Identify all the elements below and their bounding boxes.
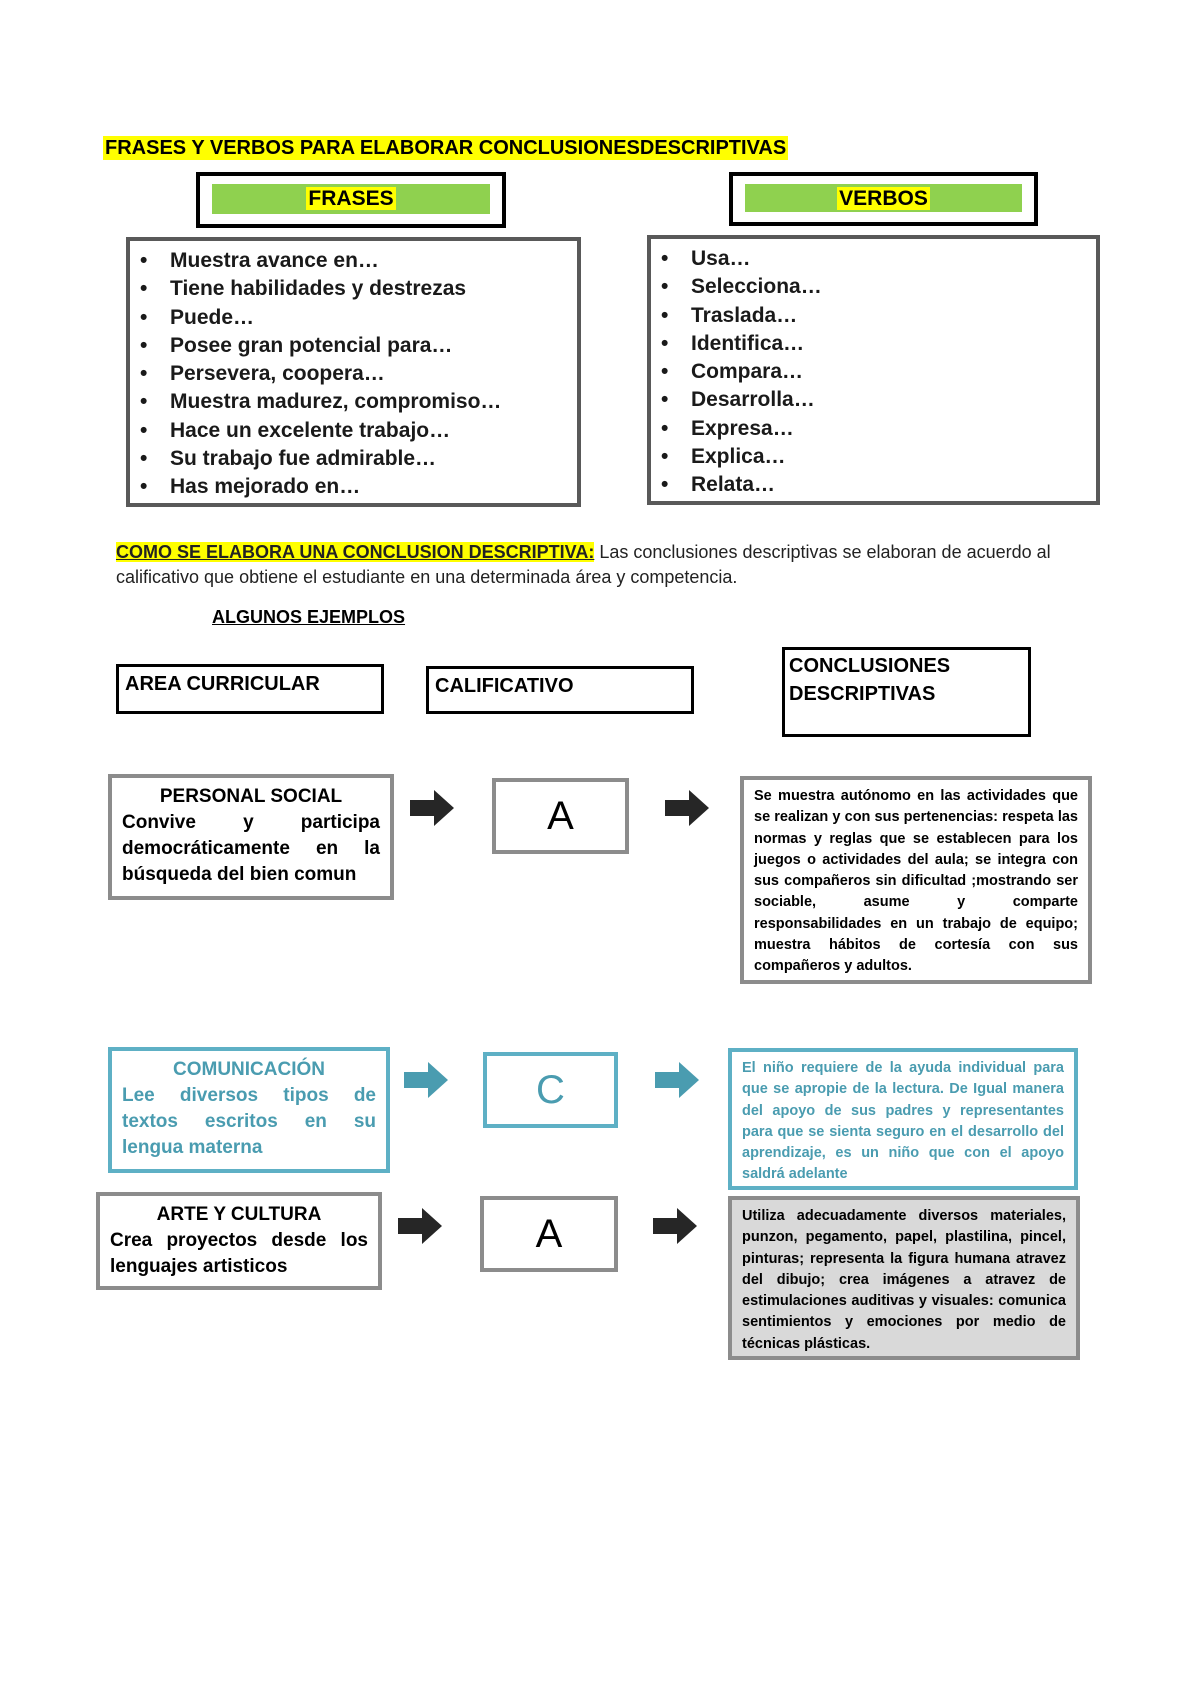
howto-paragraph [116,540,1106,590]
row1-conclusion: Se muestra autónomo en las actividades que se realizan y con sus pertenencias: respeta las normas y reglas que se establecen para los juegos o actividades del aula; se integra con sus compañeros sin dificultad ;mostrando ser sociable, asume y comparte responsabilidades en un trabajo de equipo; muestra hábitos de cortesía con sus compañeros y adultos. [740,776,1092,984]
verbos-item: • Relata… [651,471,1096,499]
row2-area-title: COMUNICACIÓN [173,1059,325,1080]
frases-item: • Posee gran potencial para… [130,332,577,360]
verbos-item: • Explica… [651,443,1096,471]
verbos-list-box [647,235,1100,505]
column-header-conclusion: CONCLUSIONES DESCRIPTIVAS [782,647,1031,737]
row2-grade: C [483,1052,618,1128]
row1-area-box [108,774,394,900]
frases-item: • Persevera, coopera… [130,360,577,388]
frases-list [130,247,577,502]
row3-conclusion: Utiliza adecuadamente diversos materiales, punzon, pegamento, papel, plastilina, pincel, pinturas; representa la figura humana atravez del dibujo; crea imágenes a atravez de estimulaciones auditivas y visuales: comunica sentimientos y emociones por medio de técnicas plásticas. [728,1196,1080,1360]
examples-title: ALGUNOS EJEMPLOS [212,607,406,627]
arrow-right-icon [653,1208,697,1244]
frases-header-bar [212,184,490,214]
frases-header-box [196,172,506,228]
arrow-right-icon [655,1062,699,1098]
verbos-item: • Identifica… [651,330,1096,358]
column-header-grade: CALIFICATIVO [426,666,694,714]
arrow-right-icon [665,790,709,826]
verbos-item: • Traslada… [651,302,1096,330]
frases-item: • Has mejorado en… [130,473,577,501]
frases-item: • Muestra avance en… [130,247,577,275]
verbos-item: • Compara… [651,358,1096,386]
arrow-right-icon [398,1208,442,1244]
row2-area-text: Lee diversos tipos de textos escritos en su lengua materna [122,1085,376,1158]
frases-item: • Puede… [130,304,577,332]
row3-grade: A [480,1196,618,1272]
row3-area-box [96,1192,382,1290]
verbos-header-label: VERBOS [839,187,928,210]
verbos-item: • Expresa… [651,415,1096,443]
row3-area-title: ARTE Y CULTURA [156,1204,322,1225]
row1-grade: A [492,778,629,854]
frases-item: • Su trabajo fue admirable… [130,445,577,473]
verbos-item: • Selecciona… [651,273,1096,301]
howto-label: COMO SE ELABORA UNA CONCLUSION DESCRIPTIVA: [116,542,595,562]
row2-area-box [108,1047,390,1173]
frases-list-box [126,237,581,507]
verbos-header-box [729,172,1038,226]
frases-header-label: FRASES [308,187,394,210]
frases-item: • Hace un excelente trabajo… [130,417,577,445]
row1-area-title: PERSONAL SOCIAL [159,786,343,807]
frases-item: • Muestra madurez, compromiso… [130,388,577,416]
arrow-right-icon [404,1062,448,1098]
frases-item: • Tiene habilidades y destrezas [130,275,577,303]
column-header-area: AREA CURRICULAR [116,664,384,714]
row1-area-text: Convive y participa democráticamente en la búsqueda del bien comun [122,812,380,885]
verbos-item: • Desarrolla… [651,386,1096,414]
verbos-header-bar [745,184,1022,212]
howto-text: Las conclusiones descriptivas se elaboran de acuerdo al calificativo que obtiene el estudiante en una determinada área y competencia. [116,542,1051,587]
verbos-item: • Usa… [651,245,1096,273]
arrow-right-icon [410,790,454,826]
row3-area-text: Crea proyectos desde los lenguajes artisticos [110,1230,368,1277]
row2-conclusion: El niño requiere de la ayuda individual para que se apropie de la lectura. De Igual manera del apoyo de sus padres y representantes para que se sienta seguro en el desarrollo del aprendizaje, es un niño que con el apoyo saldrá adelante [728,1048,1078,1190]
page-title: FRASES Y VERBOS PARA ELABORAR CONCLUSIONESDESCRIPTIVAS [105,137,787,159]
verbos-list [651,245,1096,500]
